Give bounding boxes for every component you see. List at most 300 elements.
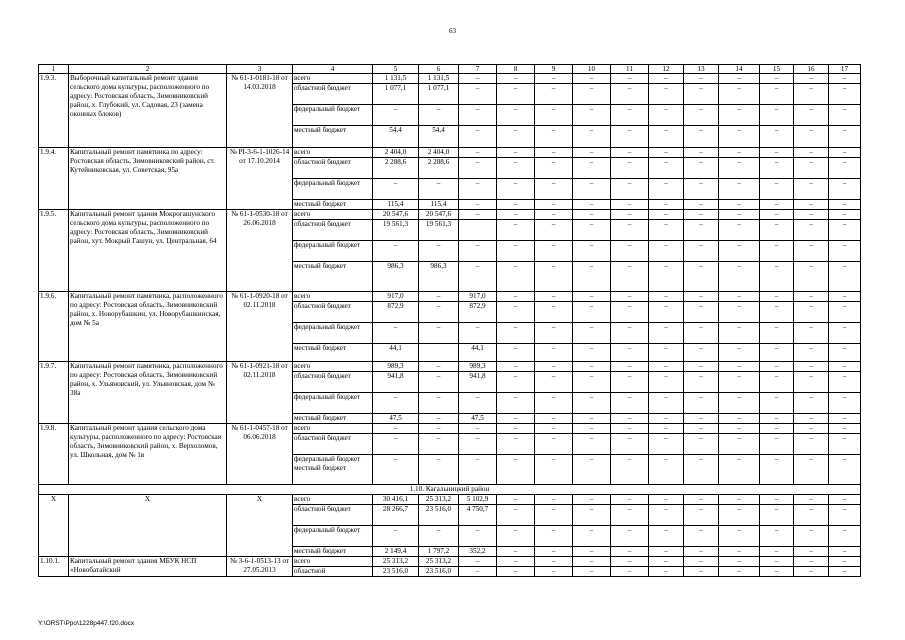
- empty-value-cell: –: [794, 414, 829, 424]
- empty-value-cell: –: [649, 455, 684, 485]
- header-cell: 3: [227, 65, 293, 74]
- item-document: № 61-1-0181-18 от 14.03.2018: [227, 74, 293, 148]
- funding-source: областной бюджет: [293, 302, 373, 323]
- empty-value-cell: –: [611, 220, 649, 241]
- value-cell: –: [419, 241, 459, 262]
- empty-value-cell: –: [535, 567, 573, 577]
- empty-value-cell: –: [760, 372, 794, 393]
- empty-value-cell: –: [760, 414, 794, 424]
- value-cell: –: [419, 372, 459, 393]
- value-cell: –: [373, 424, 419, 434]
- empty-value-cell: –: [573, 292, 611, 302]
- empty-value-cell: –: [497, 547, 535, 557]
- header-cell: 9: [535, 65, 573, 74]
- value-cell: –: [459, 105, 497, 126]
- empty-value-cell: –: [573, 302, 611, 323]
- empty-value-cell: –: [829, 505, 861, 526]
- item-number: 1.9.4.: [39, 148, 69, 210]
- value-cell: –: [373, 526, 419, 547]
- funding-source: всего: [293, 362, 373, 372]
- empty-value-cell: –: [535, 495, 573, 505]
- empty-value-cell: –: [829, 292, 861, 302]
- empty-value-cell: –: [829, 241, 861, 262]
- value-cell: –: [373, 241, 419, 262]
- table-row: [39, 74, 861, 84]
- empty-value-cell: –: [649, 105, 684, 126]
- empty-value-cell: –: [611, 505, 649, 526]
- funding-source: местный бюджет: [293, 126, 373, 148]
- value-cell: 941,8: [373, 372, 419, 393]
- empty-value-cell: –: [719, 158, 760, 179]
- funding-source: областной бюджет: [293, 220, 373, 241]
- empty-value-cell: –: [497, 372, 535, 393]
- section-row: [39, 485, 861, 495]
- empty-value-cell: –: [535, 424, 573, 434]
- empty-value-cell: –: [535, 505, 573, 526]
- empty-value-cell: –: [573, 505, 611, 526]
- value-cell: –: [373, 434, 419, 455]
- empty-value-cell: –: [719, 414, 760, 424]
- value-cell: 1 797,2: [419, 547, 459, 557]
- value-cell: 47,5: [373, 414, 419, 424]
- empty-value-cell: –: [829, 495, 861, 505]
- value-cell: –: [459, 158, 497, 179]
- empty-value-cell: –: [649, 505, 684, 526]
- value-cell: 44,1: [459, 344, 497, 362]
- value-cell: –: [419, 434, 459, 455]
- header-cell: 10: [573, 65, 611, 74]
- empty-value-cell: –: [760, 424, 794, 434]
- empty-value-cell: –: [684, 126, 719, 148]
- header-cell: 7: [459, 65, 497, 74]
- value-cell: 115,4: [373, 200, 419, 210]
- empty-value-cell: –: [719, 302, 760, 323]
- empty-value-cell: –: [794, 362, 829, 372]
- empty-value-cell: –: [684, 210, 719, 220]
- summary-x-cell: Х: [227, 495, 293, 557]
- value-cell: –: [419, 292, 459, 302]
- value-cell: –: [459, 455, 497, 485]
- item-document: № 61-1-0457-18 от 06.06.2018: [227, 424, 293, 485]
- empty-value-cell: –: [611, 362, 649, 372]
- empty-value-cell: –: [829, 344, 861, 362]
- empty-value-cell: –: [719, 372, 760, 393]
- header-cell: 11: [611, 65, 649, 74]
- value-cell: 25 313,2: [419, 557, 459, 567]
- item-name: Выборочный капитальный ремонт здания сельского дома культуры, расположенного по адресу: Ростовская область, Зимовниковский район, х. Глубокий, ул. Садовая, 23 (замена оконных блоков): [69, 74, 227, 148]
- empty-value-cell: –: [573, 372, 611, 393]
- value-cell: –: [459, 200, 497, 210]
- empty-value-cell: –: [497, 505, 535, 526]
- empty-value-cell: –: [829, 362, 861, 372]
- empty-value-cell: –: [573, 241, 611, 262]
- empty-value-cell: –: [684, 567, 719, 577]
- item-name: Капитальный ремонт здания сельского дома культуры, расположенного по адресу: Ростовская область, Зимовниковский район, х. Верхоломов, ул. Школьная, дом № 1в: [69, 424, 227, 485]
- empty-value-cell: –: [497, 105, 535, 126]
- value-cell: –: [419, 455, 459, 485]
- empty-value-cell: –: [794, 393, 829, 414]
- empty-value-cell: –: [497, 210, 535, 220]
- empty-value-cell: –: [719, 84, 760, 105]
- file-path-footer: Y:\ORST\Ppo\1228p447.f20.docx: [38, 620, 135, 627]
- empty-value-cell: –: [760, 495, 794, 505]
- empty-value-cell: –: [573, 148, 611, 158]
- funding-source: всего: [293, 495, 373, 505]
- empty-value-cell: –: [649, 74, 684, 84]
- funding-source: всего: [293, 74, 373, 84]
- value-cell: 5 102,9: [459, 495, 497, 505]
- empty-value-cell: –: [573, 200, 611, 210]
- empty-value-cell: –: [611, 84, 649, 105]
- empty-value-cell: –: [719, 505, 760, 526]
- empty-value-cell: –: [719, 362, 760, 372]
- empty-value-cell: –: [760, 241, 794, 262]
- value-cell: –: [419, 323, 459, 344]
- empty-value-cell: –: [719, 323, 760, 344]
- value-cell: –: [419, 526, 459, 547]
- value-cell: –: [459, 241, 497, 262]
- empty-value-cell: –: [829, 158, 861, 179]
- value-cell: 917,0: [373, 292, 419, 302]
- value-cell: –: [459, 179, 497, 200]
- empty-value-cell: –: [611, 74, 649, 84]
- funding-source: областной бюджет: [293, 505, 373, 526]
- empty-value-cell: –: [611, 210, 649, 220]
- funding-source: всего: [293, 210, 373, 220]
- empty-value-cell: –: [611, 393, 649, 414]
- table-row: [39, 210, 861, 220]
- empty-value-cell: –: [535, 302, 573, 323]
- empty-value-cell: –: [649, 323, 684, 344]
- empty-value-cell: –: [497, 424, 535, 434]
- funding-source: всего: [293, 148, 373, 158]
- value-cell: –: [419, 424, 459, 434]
- empty-value-cell: –: [684, 302, 719, 323]
- empty-value-cell: –: [760, 200, 794, 210]
- empty-value-cell: –: [535, 105, 573, 126]
- empty-value-cell: –: [684, 220, 719, 241]
- empty-value-cell: –: [760, 302, 794, 323]
- empty-value-cell: –: [497, 126, 535, 148]
- value-cell: 20 547,6: [419, 210, 459, 220]
- empty-value-cell: –: [497, 323, 535, 344]
- empty-value-cell: –: [573, 434, 611, 455]
- header-cell: 8: [497, 65, 535, 74]
- empty-value-cell: –: [573, 567, 611, 577]
- empty-value-cell: –: [535, 557, 573, 567]
- summary-x-cell: Х: [69, 495, 227, 557]
- empty-value-cell: –: [760, 84, 794, 105]
- empty-value-cell: –: [535, 84, 573, 105]
- empty-value-cell: –: [649, 179, 684, 200]
- empty-value-cell: –: [535, 414, 573, 424]
- header-cell: 1: [39, 65, 69, 74]
- empty-value-cell: –: [611, 126, 649, 148]
- empty-value-cell: –: [829, 105, 861, 126]
- empty-value-cell: –: [535, 210, 573, 220]
- value-cell: –: [459, 567, 497, 577]
- empty-value-cell: –: [611, 372, 649, 393]
- empty-value-cell: –: [829, 323, 861, 344]
- empty-value-cell: –: [794, 455, 829, 485]
- value-cell: 20 547,6: [373, 210, 419, 220]
- empty-value-cell: –: [684, 505, 719, 526]
- header-cell: 15: [760, 65, 794, 74]
- item-name: Капитальный ремонт здания МБУК НСП «Новобатайский: [69, 557, 227, 577]
- empty-value-cell: –: [684, 434, 719, 455]
- empty-value-cell: –: [611, 148, 649, 158]
- empty-value-cell: –: [649, 126, 684, 148]
- empty-value-cell: –: [760, 362, 794, 372]
- empty-value-cell: –: [497, 241, 535, 262]
- empty-value-cell: –: [719, 74, 760, 84]
- empty-value-cell: –: [829, 200, 861, 210]
- empty-value-cell: –: [573, 344, 611, 362]
- empty-value-cell: –: [794, 84, 829, 105]
- value-cell: 28 266,7: [373, 505, 419, 526]
- header-cell: 14: [719, 65, 760, 74]
- empty-value-cell: –: [684, 74, 719, 84]
- empty-value-cell: –: [719, 220, 760, 241]
- empty-value-cell: –: [684, 414, 719, 424]
- empty-value-cell: –: [829, 547, 861, 557]
- empty-value-cell: –: [573, 105, 611, 126]
- empty-value-cell: –: [684, 344, 719, 362]
- empty-value-cell: –: [794, 557, 829, 567]
- empty-value-cell: –: [684, 372, 719, 393]
- empty-value-cell: –: [829, 220, 861, 241]
- empty-value-cell: –: [611, 323, 649, 344]
- empty-value-cell: –: [760, 126, 794, 148]
- empty-value-cell: –: [649, 495, 684, 505]
- empty-value-cell: –: [497, 302, 535, 323]
- value-cell: 1 131,5: [373, 74, 419, 84]
- empty-value-cell: –: [649, 362, 684, 372]
- value-cell: –: [459, 526, 497, 547]
- empty-value-cell: –: [535, 547, 573, 557]
- empty-value-cell: –: [573, 262, 611, 292]
- empty-value-cell: –: [684, 547, 719, 557]
- empty-value-cell: –: [649, 344, 684, 362]
- value-cell: 1 077,1: [419, 84, 459, 105]
- empty-value-cell: –: [573, 323, 611, 344]
- empty-value-cell: –: [649, 302, 684, 323]
- item-name: Капитальный ремонт здания Мокрогашунского сельского дома культуры, расположенного по адресу: Ростовская область, Зимовниковский район, хут. Мокрый Гашун, ул. Центральная, 64: [69, 210, 227, 292]
- empty-value-cell: –: [573, 179, 611, 200]
- empty-value-cell: –: [760, 344, 794, 362]
- funding-source: областной бюджет: [293, 372, 373, 393]
- value-cell: 986,3: [419, 262, 459, 292]
- empty-value-cell: –: [573, 126, 611, 148]
- empty-value-cell: –: [535, 74, 573, 84]
- empty-value-cell: –: [829, 567, 861, 577]
- value-cell: 25 313,2: [373, 557, 419, 567]
- value-cell: –: [419, 362, 459, 372]
- empty-value-cell: –: [684, 158, 719, 179]
- value-cell: –: [373, 393, 419, 414]
- funding-source: областной бюджет: [293, 158, 373, 179]
- empty-value-cell: –: [611, 158, 649, 179]
- empty-value-cell: –: [760, 148, 794, 158]
- empty-value-cell: –: [611, 424, 649, 434]
- empty-value-cell: –: [719, 455, 760, 485]
- empty-value-cell: –: [719, 424, 760, 434]
- empty-value-cell: –: [573, 557, 611, 567]
- value-cell: –: [459, 557, 497, 567]
- empty-value-cell: –: [649, 424, 684, 434]
- empty-value-cell: –: [535, 434, 573, 455]
- value-cell: –: [459, 393, 497, 414]
- empty-value-cell: –: [649, 393, 684, 414]
- empty-value-cell: –: [719, 495, 760, 505]
- empty-value-cell: –: [497, 567, 535, 577]
- empty-value-cell: –: [649, 547, 684, 557]
- empty-value-cell: –: [719, 179, 760, 200]
- item-name: Капитальный ремонт памятника, расположенного по адресу: Ростовская область, Зимовниковский район, х. Ульяновский, ул. Ульяновская, дом № 38а: [69, 362, 227, 424]
- empty-value-cell: –: [829, 424, 861, 434]
- empty-value-cell: –: [794, 323, 829, 344]
- value-cell: 1 077,1: [373, 84, 419, 105]
- value-cell: 54,4: [419, 126, 459, 148]
- funding-source: областной: [293, 567, 373, 577]
- table-row: [39, 557, 861, 567]
- value-cell: 2 149,4: [373, 547, 419, 557]
- item-number: 1.9.8.: [39, 424, 69, 485]
- empty-value-cell: –: [719, 292, 760, 302]
- empty-value-cell: –: [829, 262, 861, 292]
- empty-value-cell: –: [573, 414, 611, 424]
- value-cell: –: [459, 262, 497, 292]
- value-cell: –: [373, 179, 419, 200]
- empty-value-cell: –: [760, 158, 794, 179]
- empty-value-cell: –: [684, 362, 719, 372]
- empty-value-cell: –: [573, 362, 611, 372]
- summary-x-cell: Х: [39, 495, 69, 557]
- empty-value-cell: –: [573, 84, 611, 105]
- empty-value-cell: –: [535, 362, 573, 372]
- empty-value-cell: –: [573, 210, 611, 220]
- empty-value-cell: –: [794, 424, 829, 434]
- empty-value-cell: –: [497, 84, 535, 105]
- empty-value-cell: –: [649, 557, 684, 567]
- empty-value-cell: –: [611, 455, 649, 485]
- empty-value-cell: –: [497, 344, 535, 362]
- empty-value-cell: –: [535, 241, 573, 262]
- empty-value-cell: –: [611, 414, 649, 424]
- empty-value-cell: –: [649, 158, 684, 179]
- empty-value-cell: –: [829, 84, 861, 105]
- empty-value-cell: –: [684, 105, 719, 126]
- empty-value-cell: –: [497, 262, 535, 292]
- funding-source: всего: [293, 557, 373, 567]
- item-document: № 61-1-0530-18 от 26.06.2018: [227, 210, 293, 292]
- empty-value-cell: –: [829, 179, 861, 200]
- empty-value-cell: –: [760, 220, 794, 241]
- empty-value-cell: –: [794, 495, 829, 505]
- empty-value-cell: –: [535, 200, 573, 210]
- empty-value-cell: –: [497, 179, 535, 200]
- value-cell: –: [373, 105, 419, 126]
- value-cell: –: [373, 323, 419, 344]
- value-cell: 54,4: [373, 126, 419, 148]
- value-cell: 30 416,1: [373, 495, 419, 505]
- empty-value-cell: –: [794, 220, 829, 241]
- empty-value-cell: –: [719, 126, 760, 148]
- header-cell: 4: [293, 65, 373, 74]
- empty-value-cell: –: [684, 455, 719, 485]
- funding-source: местный бюджет: [293, 344, 373, 362]
- value-cell: –: [459, 126, 497, 148]
- value-cell: 23 516,0: [419, 567, 459, 577]
- value-cell: –: [419, 105, 459, 126]
- value-cell: 44,1: [373, 344, 419, 362]
- empty-value-cell: –: [611, 105, 649, 126]
- empty-value-cell: –: [497, 158, 535, 179]
- empty-value-cell: –: [760, 434, 794, 455]
- empty-value-cell: –: [649, 210, 684, 220]
- table-row: [39, 148, 861, 158]
- empty-value-cell: –: [794, 105, 829, 126]
- funding-source: местный бюджет: [293, 200, 373, 210]
- empty-value-cell: –: [573, 424, 611, 434]
- funding-source: федеральный бюджет: [293, 323, 373, 344]
- value-cell: –: [459, 148, 497, 158]
- section-title: 1.10. Кагальницкий район: [39, 485, 861, 495]
- value-cell: 872,9: [459, 302, 497, 323]
- empty-value-cell: –: [829, 393, 861, 414]
- header-row: [39, 65, 861, 74]
- empty-value-cell: –: [573, 74, 611, 84]
- empty-value-cell: –: [719, 241, 760, 262]
- empty-value-cell: –: [497, 292, 535, 302]
- empty-value-cell: –: [497, 148, 535, 158]
- empty-value-cell: –: [611, 292, 649, 302]
- empty-value-cell: –: [760, 262, 794, 292]
- empty-value-cell: –: [760, 105, 794, 126]
- item-number: 1.9.3.: [39, 74, 69, 148]
- empty-value-cell: –: [611, 434, 649, 455]
- empty-value-cell: –: [573, 455, 611, 485]
- item-number: 1.9.7.: [39, 362, 69, 424]
- empty-value-cell: –: [794, 126, 829, 148]
- empty-value-cell: –: [760, 323, 794, 344]
- empty-value-cell: –: [497, 220, 535, 241]
- empty-value-cell: –: [611, 302, 649, 323]
- empty-value-cell: –: [611, 200, 649, 210]
- funding-source: федеральный бюджет: [293, 179, 373, 200]
- empty-value-cell: –: [794, 372, 829, 393]
- empty-value-cell: –: [684, 495, 719, 505]
- item-name: Капитальный ремонт памятника, расположенного по адресу: Ростовская область, Зимовниковский район, х. Новорубашкин, ул. Новорубашкинская, дом № 5а: [69, 292, 227, 362]
- value-cell: 4 750,7: [459, 505, 497, 526]
- funding-source: местный бюджет: [293, 414, 373, 424]
- empty-value-cell: –: [829, 210, 861, 220]
- empty-value-cell: –: [794, 148, 829, 158]
- funding-source: областной бюджет: [293, 434, 373, 455]
- value-cell: 872,9: [373, 302, 419, 323]
- empty-value-cell: –: [573, 547, 611, 557]
- value-cell: 941,8: [459, 372, 497, 393]
- table-row: [39, 292, 861, 302]
- value-cell: 19 561,3: [373, 220, 419, 241]
- empty-value-cell: –: [535, 148, 573, 158]
- table-row: [39, 362, 861, 372]
- value-cell: 1 131,5: [419, 74, 459, 84]
- value-cell: [419, 344, 459, 362]
- empty-value-cell: –: [649, 372, 684, 393]
- empty-value-cell: –: [611, 241, 649, 262]
- empty-value-cell: –: [497, 362, 535, 372]
